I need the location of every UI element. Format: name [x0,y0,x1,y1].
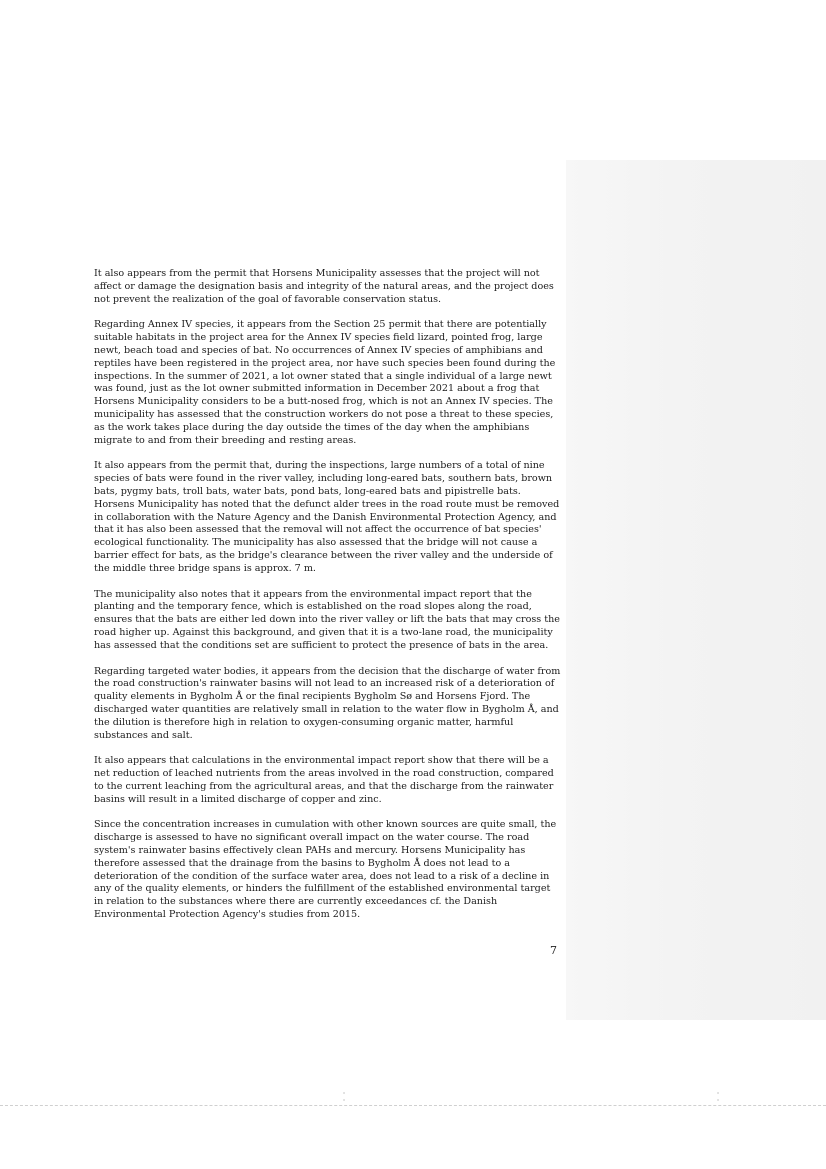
fold-mark-right: · · [716,1089,720,1105]
paragraph-bat-species: It also appears from the permit that, during the inspections, large numbers of a total of nine species of bats were found in the river valley, including long-eared bats, southern bats, brown bats, pygmy bats, troll bats, water bats, pond bats, long-eared bats and pipistrelle bats. Horsens Municipality has noted that the defunct alder trees in the road route must be removed in collaboration with the Nature Agency and the Danish Environmental Protection Agency, and that it has also been assessed that the removal will not affect the occurrence of bat species' ecological functionality. The municipality has also assessed that the bridge will not cause a barrier effect for bats, as the bridge's clearance between the river valley and the underside of the middle three bridge spans is approx. 7 m. [94,460,560,574]
paragraph-concentration-impact: Since the concentration increases in cumulation with other known sources are quite small, the discharge is assessed to have no significant overall impact on the water course. The road system's rainwater basins effectively clean PAHs and mercury. Horsens Municipality has therefore assessed that the drainage from the basins to Bygholm Å does not lead to a deterioration of the condition of the surface water area, does not lead to a risk of a decline in any of the quality elements, or hinders the fulfillment of the established environmental target in relation to the substances where there are currently exceedances cf. the Danish Environmental Protection Agency's studies from 2015. [94,819,557,921]
paragraph-leached-nutrients: It also appears that calculations in the environmental impact report show that there will be a net reduction of leached nutrients from the areas involved in the road construction, compared to the current leaching from the agricultural areas, and that the discharge from the rainwater basins will result in a limited discharge of copper and zinc. [94,755,554,805]
fold-mark-left: · · [342,1089,346,1105]
scan-bottom-rule [0,1105,826,1106]
page-number: 7 [550,944,557,957]
document-body [94,268,562,935]
paragraph-water-bodies: Regarding targeted water bodies, it appears from the decision that the discharge of water from the road construction's rainwater basins will not lead to an increased risk of a deterioration of quality elements in Bygholm Å or the final recipients Bygholm Sø and Horsens Fjord. The discharged water quantities are relatively small in relation to the water flow in Bygholm Å, and the dilution is therefore high in relation to oxygen-consuming organic matter, harmful substances and salt. [94,665,561,741]
paragraph-annex-iv-species: Regarding Annex IV species, it appears from the Section 25 permit that there are potentially suitable habitats in the project area for the Annex IV species field lizard, pointed frog, large newt, beach toad and species of bat. No occurrences of Annex IV species of amphibians and reptiles have been registered in the project area, nor have such species been found during the inspections. In the summer of 2021, a lot owner stated that a single individual of a large newt was found, just as the lot owner submitted information in December 2021 about a frog that Horsens Municipality considers to be a butt-nosed frog, which is not an Annex IV species. The municipality has assessed that the construction workers do not pose a threat to these species, as the work takes place during the day outside the times of the day when the amphibians migrate to and from their breeding and resting areas. [94,319,556,446]
scan-shading [566,160,826,1020]
paragraph-planting-fence: The municipality also notes that it appears from the environmental impact report that the planting and the temporary fence, which is established on the road slopes along the road, ensures that the bats are either led down into the river valley or lift the bats that may cross the road higher up. Against this background, and given that it is a two-lane road, the municipality has assessed that the conditions set are sufficient to protect the presence of bats in the area. [94,588,560,651]
paragraph-conservation-status: It also appears from the permit that Horsens Municipality assesses that the project will not affect or damage the designation basis and integrity of the natural areas, and the project does not prevent the realization of the goal of favorable conservation status. [94,268,554,305]
